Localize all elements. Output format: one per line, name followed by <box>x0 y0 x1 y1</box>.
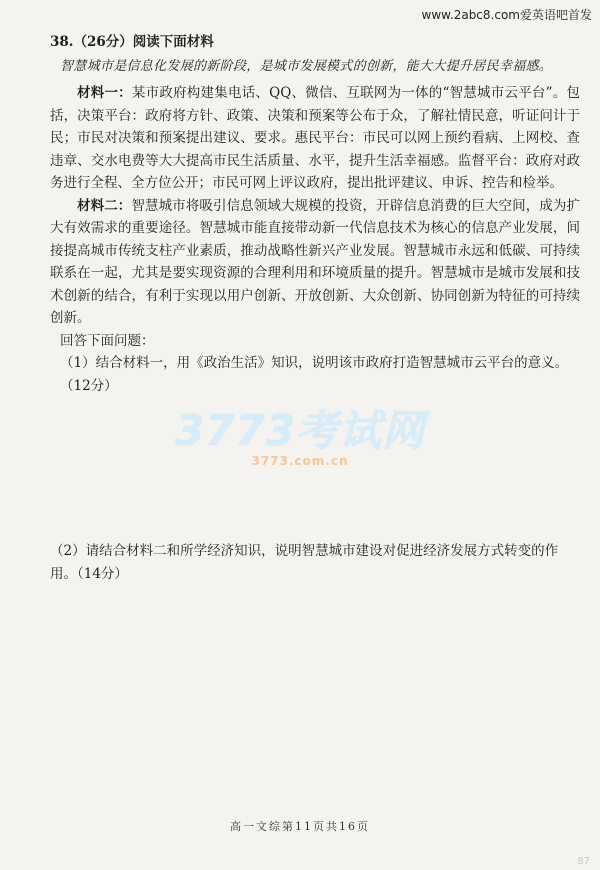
material-two-text: 智慧城市将吸引信息领域大规模的投资，开辟信息消费的巨大空间，成为扩大有效需求的重要途径。智慧城市能直接带动新一代信息技术为核心的信息产业发展，间接提高城市传统支柱产业素质，推动战略性新兴产业发展。智慧城市永远和低碳、可持续联系在一起，尤其是要实现资源的合理利用和环境质量的提升。智慧城市是城市发展和技术创新的结合，有利于实现以用户创新、开放创新、大众创新、协同创新为特征的可持续创新。 <box>50 197 581 326</box>
watermark-text: www.2abc8.com爱英语吧首发 <box>421 8 592 22</box>
page-footer: 高一文综第11页共16页 <box>230 820 370 833</box>
answer-prompt: 回答下面问题： <box>60 332 155 349</box>
sub-question-2-block <box>50 540 580 585</box>
material-two <box>50 195 580 330</box>
sub-question-1: （1）结合材料一，用《政治生活》知识，说明该市政府打造智慧城市云平台的意义。（12分） <box>60 355 569 394</box>
material-two-label: 材料二： <box>77 197 132 214</box>
logo-sub-text: 3773.com.cn <box>251 454 349 468</box>
material-one-label: 材料一： <box>77 85 132 101</box>
material-one-text: 某市政府构建集电话、QQ、微信、互联网为一体的“智慧城市云平台”。包括，决策平台：政府将方针、政策、决策和预案等公布于众，了解社情民意，听证问计于民；市民对决策和预案提出建议、要求。惠民平台：市民可以网上预约看病、上网校、查违章、交水电费等大大提高市民生活质量、水平，提升生活幸福感。监督平台：政府对政务进行全程、全方位公开；市民可网上评议政府，提出批评建议、申诉、控告和检举。 <box>50 85 580 191</box>
question-intro: 智慧城市是信息化发展的新阶段，是城市发展模式的创新，能大大提升居民幸福感。 <box>60 59 553 74</box>
site-logo-watermark <box>0 398 600 468</box>
page-number: 87 <box>577 856 590 867</box>
material-one <box>50 82 580 195</box>
sub-question-2: （2）请结合材料二和所学经济知识，说明智慧城市建设对促进经济发展方式转变的作用。（14分） <box>50 543 559 582</box>
question-header: 38.（26分）阅读下面材料 <box>50 34 214 50</box>
logo-main-text: 3773考试网 <box>175 406 425 455</box>
question-block <box>50 30 580 397</box>
